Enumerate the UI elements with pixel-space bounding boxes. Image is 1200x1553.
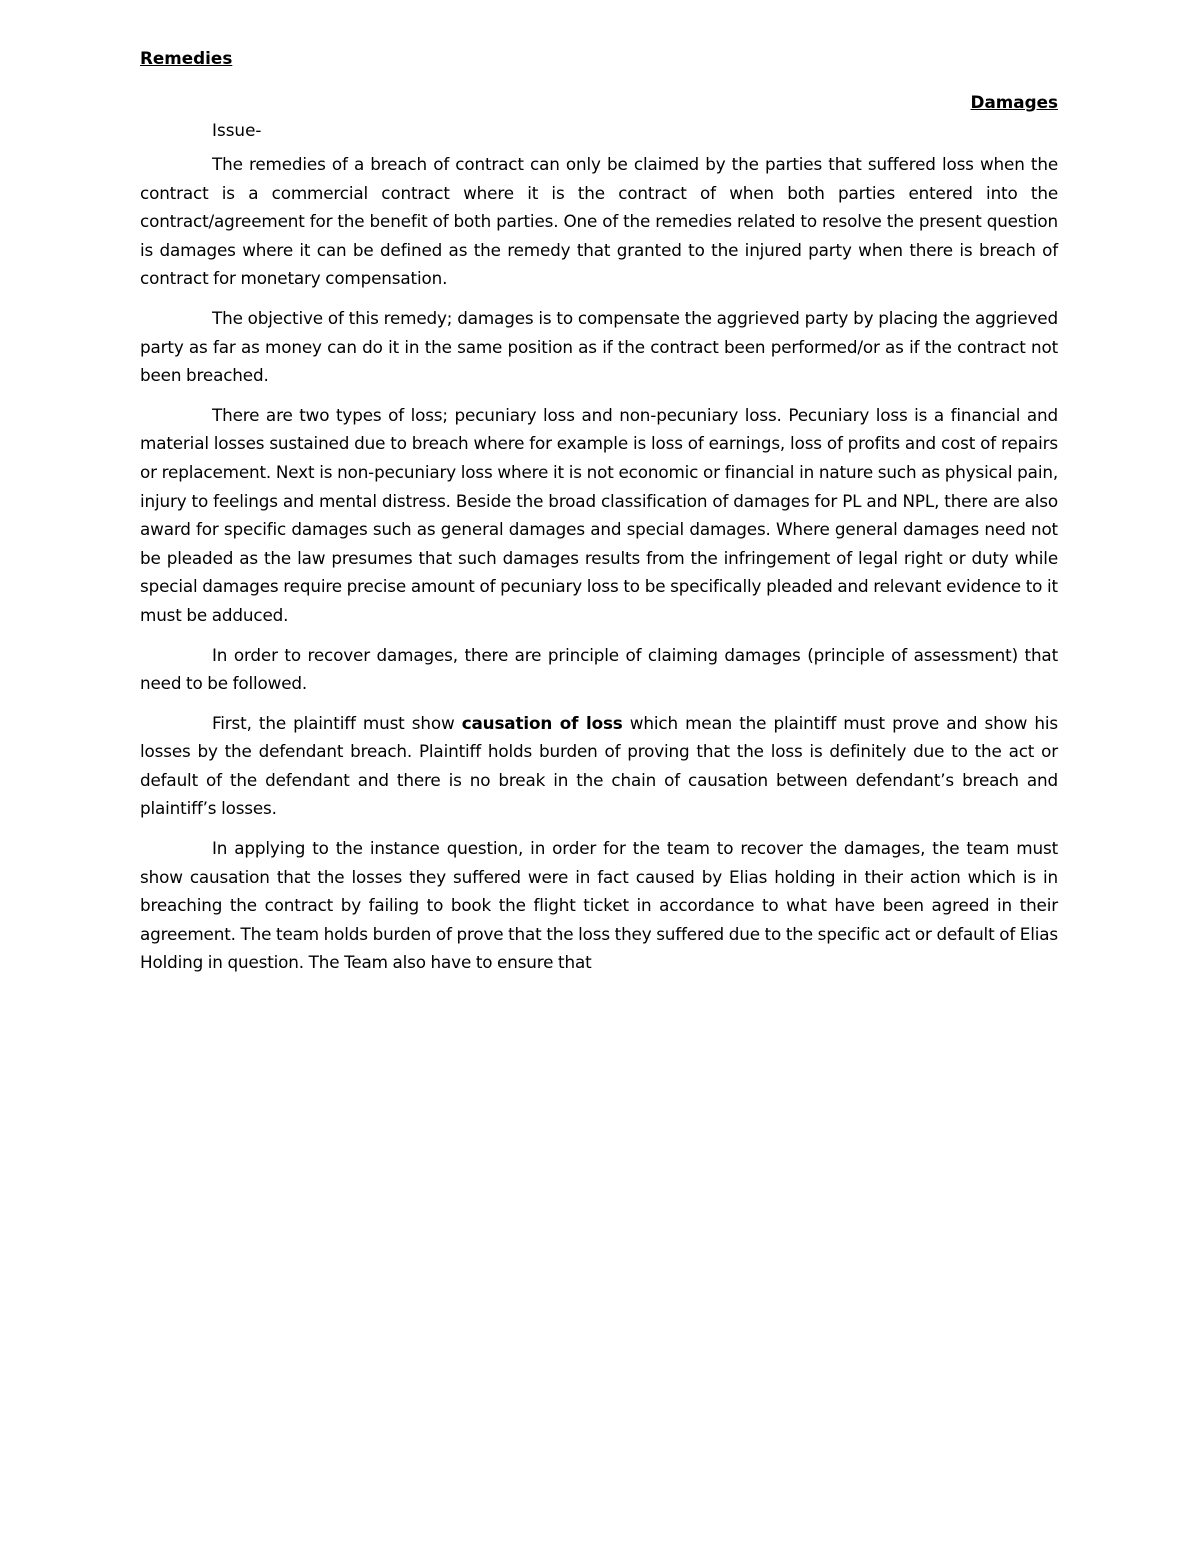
section-subheading: Damages xyxy=(970,92,1058,112)
paragraph-types-of-loss: There are two types of loss; pecuniary loss and non-pecuniary loss. Pecuniary loss is a financial and material losses sustained due to breach where for example is loss of earnings, loss of profits and cost of repairs or replacement. Next is non-pecuniary loss where it is not economic or financial in nature such as physical pain, injury to feelings and mental distress. Beside the broad classification of damages for PL and NPL, there are also award for specific damages such as general damages and special damages. Where general damages need not be pleaded as the law presumes that such damages results from the infringement of legal right or duty while special damages require precise amount of pecuniary loss to be specifically pleaded and relevant evidence to it must be adduced. xyxy=(140,404,1058,625)
document-heading: Remedies xyxy=(140,48,233,68)
causation-text-end: which mean the plaintiff must prove and show his losses by the defendant breach. Plaintiff holds burden of proving that the loss is definitely due to the act or default of the defendant and there is no break in the chain of causation between defendant’s breach and plaintiff’s losses. xyxy=(140,712,1059,819)
causation-of-loss-term: causation of loss xyxy=(461,712,623,733)
paragraph-causation xyxy=(140,709,1058,823)
paragraph-objective: The objective of this remedy; damages is to compensate the aggrieved party by placing the aggrieved party as far as money can do it in the same position as if the contract been performed/or as if the contract not been breached. xyxy=(140,307,1058,386)
paragraph-principles: In order to recover damages, there are principle of claiming damages (principle of assessment) that need to be followed. xyxy=(140,644,1058,694)
issue-label: Issue- xyxy=(212,120,262,140)
paragraph-remedies-intro: The remedies of a breach of contract can only be claimed by the parties that suffered loss when the contract is a commercial contract where it is the contract of when both parties entered into the contract/agreement for the benefit of both parties. One of the remedies related to resolve the present question is damages where it can be defined as the remedy that granted to the injured party when there is breach of contract for monetary compensation. xyxy=(140,154,1058,289)
causation-text-start: First, the plaintiff must show xyxy=(212,712,462,733)
paragraph-application: In applying to the instance question, in order for the team to recover the damages, the team must show causation that the losses they suffered were in fact caused by Elias holding in their action which is in breaching the contract by failing to book the flight ticket in accordance to what have been agreed in their agreement. The team holds burden of prove that the loss they suffered due to the specific act or default of Elias Holding in question. The Team also have to ensure that xyxy=(140,838,1058,973)
